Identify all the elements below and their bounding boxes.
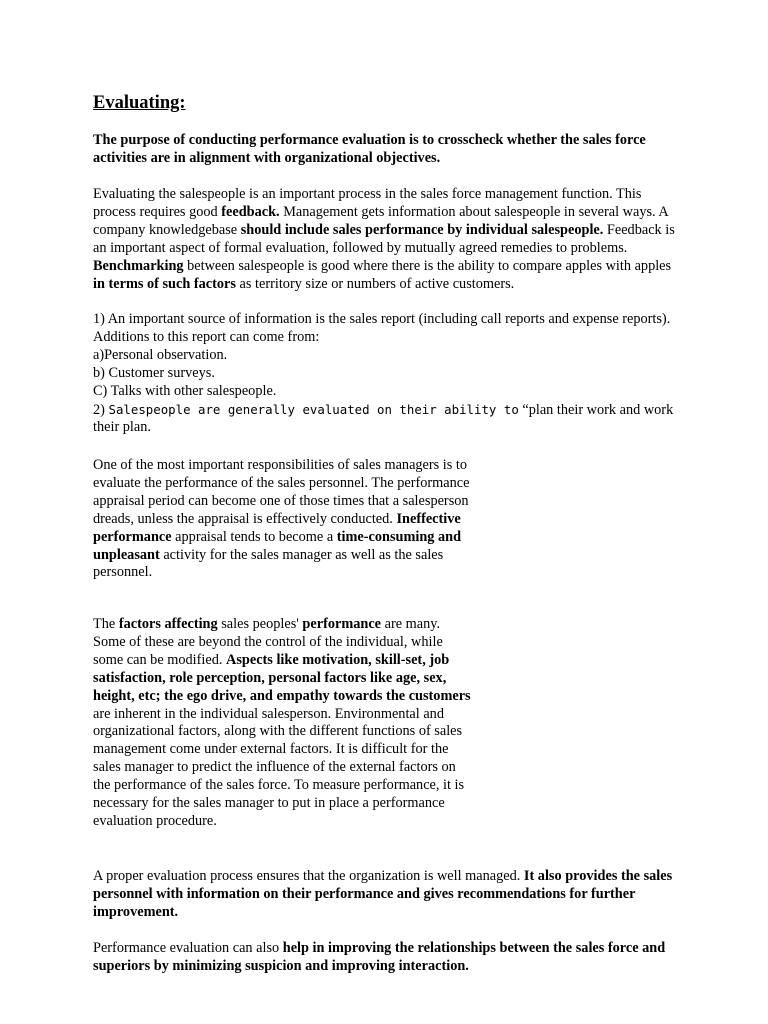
list-item-2: [93, 401, 681, 438]
p1-text-g: between salespeople is good where there is the ability to compare apples with apples: [183, 257, 672, 274]
p2-text-c: appraisal tends to become a: [171, 528, 337, 545]
purpose-statement: [93, 132, 681, 168]
list-item-2-rest: “plan their work and work their plan.: [93, 401, 674, 436]
p2-bold-time-consuming: time-consuming and unpleasant: [93, 528, 462, 563]
p1-text-c: Management gets information about salespeople in several ways. A company knowledgebase: [93, 203, 668, 238]
p4-bold-provides: It also provides the sales personnel with information on their performance and gives recommendations for further improvement.: [93, 868, 673, 920]
p4-text-a: A proper evaluation process ensures that the organization is well managed.: [93, 868, 524, 884]
purpose-text: The purpose of conducting performance evaluation is to crosscheck whether the sales force activities are in alignment with organizational objectives.: [93, 132, 646, 166]
p3-text-e: are many. Some of these are beyond the control of the individual, while some can be modified.: [93, 616, 443, 668]
paragraph-relationships: [93, 940, 681, 976]
list-item-2-prefix: 2): [93, 401, 109, 418]
p1-bold-benchmarking: Benchmarking: [93, 257, 184, 274]
p3-bold-factors: factors affecting: [118, 616, 218, 632]
paragraph-factors: [93, 616, 473, 831]
page-title: Evaluating:: [93, 93, 186, 113]
p1-text-a: Evaluating the salespeople is an important process in the sales force management function. This process requires good: [93, 186, 642, 220]
source-list: [93, 311, 681, 437]
p1-text-e: Feedback is an important aspect of formal evaluation, followed by mutually agreed remedies to problems.: [93, 221, 675, 256]
p3-text-a: The: [93, 616, 119, 632]
list-item-2-mono: Salespeople are generally evaluated on their ability to: [108, 401, 519, 417]
p1-bold-individual: should include sales performance by individual salespeople.: [240, 221, 604, 238]
paragraph-evaluating: [93, 186, 681, 293]
list-item-c: C) Talks with other salespeople.: [93, 382, 277, 399]
list-item-a: a)Personal observation.: [93, 346, 228, 363]
p3-bold-aspects: Aspects like motivation, skill-set, job satisfaction, role perception, personal factors like age, sex, height, etc; the ego drive, and empathy towards the customers: [93, 651, 471, 704]
paragraph-evaluation-process: [93, 868, 681, 922]
p3-bold-performance: performance: [302, 616, 382, 632]
p3-text-g: are inherent in the individual salesperson. Environmental and organizational factors, along with the different functions of sales management come under external factors. It is difficult for the sales manager to predict the influence of the external factors on the performance of the sales force. To measure performance, it is necessary for the sales manager to put in place a performance evaluation procedure.: [93, 705, 465, 829]
p2-bold-ineffective: Ineffective performance: [93, 510, 461, 545]
p1-text-i: as territory size or numbers of active customers.: [235, 275, 515, 292]
p1-bold-factors: in terms of such factors: [93, 275, 236, 292]
p2-text-a: One of the most important responsibilities of sales managers is to evaluate the performance of the sales personnel. The performance appraisal period can become one of those times that a salesperson dreads, unless the appraisal is effectively conducted.: [93, 457, 470, 527]
p1-bold-feedback: feedback.: [221, 203, 280, 220]
p3-text-c: sales peoples': [217, 616, 303, 632]
list-item-1: 1) An important source of information is the sales report (including call reports and expense reports). Additions to this report can come from:: [93, 311, 671, 345]
p5-bold-relationships: help in improving the relationships between the sales force and superiors by minimizing suspicion and improving interaction.: [93, 940, 666, 974]
paragraph-responsibilities: [93, 457, 473, 582]
p2-text-e: activity for the sales manager as well as the sales personnel.: [93, 546, 444, 581]
list-item-b: b) Customer surveys.: [93, 364, 215, 381]
p5-text-a: Performance evaluation can also: [93, 940, 283, 956]
